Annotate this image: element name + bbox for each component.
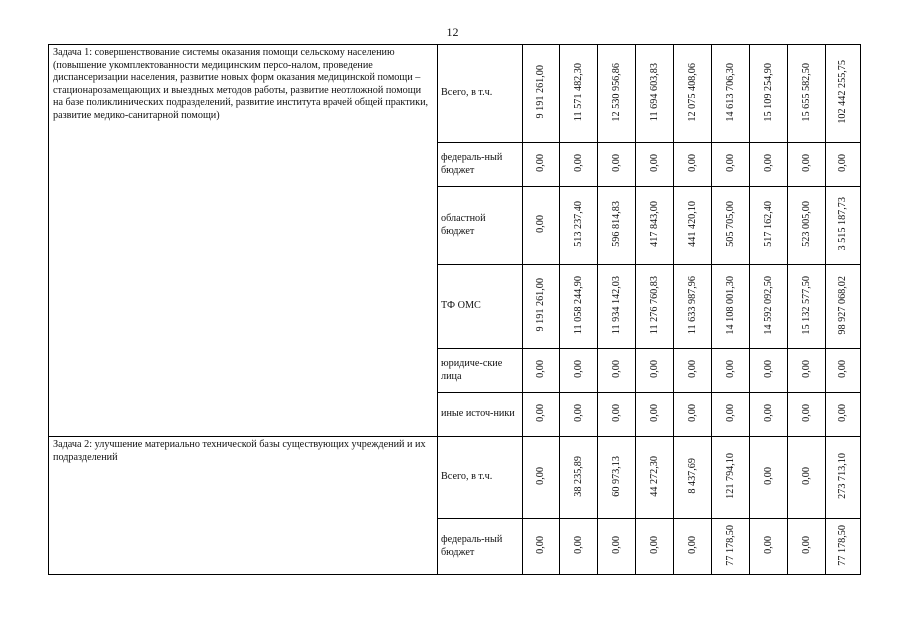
value-text: 0,00 bbox=[535, 360, 546, 378]
value-cell bbox=[826, 45, 861, 143]
table-row bbox=[49, 45, 861, 143]
value-text: 0,00 bbox=[572, 404, 584, 422]
value-cell bbox=[674, 519, 712, 575]
value-cell bbox=[674, 393, 712, 437]
value-cell bbox=[826, 265, 861, 349]
value-cell bbox=[750, 519, 788, 575]
value-cell bbox=[560, 187, 598, 265]
value-text: 596 814,83 bbox=[610, 201, 622, 247]
value-text: 0,00 bbox=[535, 404, 546, 422]
value-text: 77 178,50 bbox=[837, 524, 848, 566]
value-text: 0,00 bbox=[648, 154, 660, 172]
value-text: 0,00 bbox=[610, 404, 622, 422]
value-cell bbox=[674, 437, 712, 519]
funding-source: ТФ ОМС bbox=[438, 265, 523, 349]
value-text: 11 633 987,96 bbox=[686, 275, 698, 335]
value-text: 12 530 956,86 bbox=[610, 62, 622, 122]
value-cell bbox=[598, 349, 636, 393]
value-cell bbox=[560, 45, 598, 143]
value-cell bbox=[826, 519, 861, 575]
value-cell bbox=[598, 265, 636, 349]
value-cell bbox=[636, 45, 674, 143]
value-cell bbox=[523, 265, 560, 349]
funding-source: федераль-ный бюджет bbox=[438, 519, 523, 575]
value-text: 98 927 068,02 bbox=[837, 275, 848, 335]
value-cell bbox=[788, 265, 826, 349]
value-text: 0,00 bbox=[686, 536, 698, 554]
value-text: 0,00 bbox=[648, 536, 660, 554]
value-text: 15 655 582,50 bbox=[800, 62, 812, 122]
value-cell bbox=[523, 187, 560, 265]
value-text: 0,00 bbox=[686, 360, 698, 378]
value-text: 0,00 bbox=[762, 467, 774, 485]
value-text: 0,00 bbox=[686, 154, 698, 172]
value-cell bbox=[598, 437, 636, 519]
value-text: 9 191 261,00 bbox=[535, 278, 546, 332]
value-cell bbox=[788, 349, 826, 393]
value-text: 0,00 bbox=[837, 360, 848, 378]
value-text: 60 973,13 bbox=[610, 455, 622, 497]
value-text: 0,00 bbox=[762, 154, 774, 172]
value-cell bbox=[598, 143, 636, 187]
value-text: 102 442 255,75 bbox=[837, 60, 848, 124]
value-cell bbox=[560, 519, 598, 575]
funding-source: областной бюджет bbox=[438, 187, 523, 265]
value-text: 0,00 bbox=[535, 154, 546, 172]
value-cell bbox=[712, 393, 750, 437]
value-text: 0,00 bbox=[762, 404, 774, 422]
value-text: 77 178,50 bbox=[724, 524, 736, 566]
value-cell bbox=[750, 187, 788, 265]
funding-source: иные источ-ники bbox=[438, 393, 523, 437]
value-text: 14 613 706,30 bbox=[724, 62, 736, 122]
value-cell bbox=[712, 437, 750, 519]
value-text: 0,00 bbox=[762, 360, 774, 378]
value-text: 0,00 bbox=[800, 154, 812, 172]
value-cell bbox=[560, 393, 598, 437]
budget-table bbox=[48, 44, 861, 575]
value-cell bbox=[598, 45, 636, 143]
funding-source: Всего, в т.ч. bbox=[438, 45, 523, 143]
value-cell bbox=[674, 265, 712, 349]
value-cell bbox=[598, 519, 636, 575]
value-text: 0,00 bbox=[800, 467, 812, 485]
value-text: 0,00 bbox=[648, 360, 660, 378]
value-cell bbox=[712, 45, 750, 143]
value-text: 0,00 bbox=[837, 404, 848, 422]
value-cell bbox=[788, 437, 826, 519]
value-cell bbox=[636, 519, 674, 575]
value-cell bbox=[788, 45, 826, 143]
value-cell bbox=[750, 143, 788, 187]
funding-source: Всего, в т.ч. bbox=[438, 437, 523, 519]
value-cell bbox=[750, 45, 788, 143]
value-text: 0,00 bbox=[535, 536, 546, 554]
value-text: 0,00 bbox=[762, 536, 774, 554]
value-cell bbox=[560, 265, 598, 349]
funding-source: федераль-ный бюджет bbox=[438, 143, 523, 187]
value-text: 14 108 001,30 bbox=[724, 275, 736, 335]
task-2-description: Задача 2: улучшение материально технической базы существующих учреждений и их подразделений bbox=[49, 437, 438, 575]
value-cell bbox=[826, 437, 861, 519]
value-text: 44 272,30 bbox=[648, 455, 660, 497]
value-text: 0,00 bbox=[648, 404, 660, 422]
value-text: 0,00 bbox=[535, 215, 546, 233]
value-text: 0,00 bbox=[572, 536, 584, 554]
value-text: 505 705,00 bbox=[724, 201, 736, 247]
table-row bbox=[49, 437, 861, 519]
value-cell bbox=[788, 143, 826, 187]
value-cell bbox=[826, 349, 861, 393]
value-text: 0,00 bbox=[572, 154, 584, 172]
value-cell bbox=[523, 519, 560, 575]
value-text: 517 162,40 bbox=[762, 201, 774, 247]
value-cell bbox=[523, 393, 560, 437]
value-text: 12 075 408,06 bbox=[686, 62, 698, 122]
value-text: 8 437,69 bbox=[686, 458, 698, 494]
task-1-description: Задача 1: совершенствование системы оказания помощи сельскому населению (повышение укомплектованности медицинским персо-налом, проведение диспансеризации населения, развитие новых форм оказания медицинской помощи – стационарозамещающих и выездных методов работы, развитие неотложной помощи на базе поликлинических подразделений, развитие института врачей общей практики, развитие медико-санитарной помощи) bbox=[49, 45, 438, 437]
value-cell bbox=[788, 393, 826, 437]
value-text: 0,00 bbox=[535, 467, 546, 485]
value-text: 0,00 bbox=[724, 360, 736, 378]
value-text: 523 005,00 bbox=[800, 201, 812, 247]
value-cell bbox=[788, 187, 826, 265]
value-text: 0,00 bbox=[724, 404, 736, 422]
value-text: 38 235,89 bbox=[572, 455, 584, 497]
value-cell bbox=[560, 349, 598, 393]
page-number: 12 bbox=[446, 25, 459, 39]
value-cell bbox=[636, 393, 674, 437]
value-text: 15 109 254,90 bbox=[762, 62, 774, 122]
funding-source: юридиче-ские лица bbox=[438, 349, 523, 393]
value-cell bbox=[636, 265, 674, 349]
value-cell bbox=[788, 519, 826, 575]
value-text: 11 058 244,90 bbox=[572, 275, 584, 335]
value-cell bbox=[598, 187, 636, 265]
value-cell bbox=[750, 349, 788, 393]
value-cell bbox=[826, 187, 861, 265]
value-cell bbox=[523, 437, 560, 519]
value-text: 0,00 bbox=[800, 360, 812, 378]
value-text: 3 515 187,73 bbox=[837, 197, 848, 251]
value-text: 0,00 bbox=[610, 536, 622, 554]
value-cell bbox=[523, 349, 560, 393]
value-text: 11 571 482,30 bbox=[572, 62, 584, 122]
value-text: 0,00 bbox=[724, 154, 736, 172]
value-cell bbox=[674, 45, 712, 143]
value-cell bbox=[826, 393, 861, 437]
value-cell bbox=[674, 349, 712, 393]
value-cell bbox=[712, 187, 750, 265]
value-cell bbox=[712, 143, 750, 187]
value-text: 417 843,00 bbox=[648, 201, 660, 247]
value-cell bbox=[712, 265, 750, 349]
value-text: 15 132 577,50 bbox=[800, 275, 812, 335]
value-text: 121 794,10 bbox=[724, 453, 736, 499]
value-cell bbox=[598, 393, 636, 437]
value-cell bbox=[674, 143, 712, 187]
value-cell bbox=[636, 187, 674, 265]
value-text: 0,00 bbox=[800, 404, 812, 422]
value-text: 0,00 bbox=[800, 536, 812, 554]
value-cell bbox=[750, 393, 788, 437]
value-cell bbox=[750, 437, 788, 519]
value-text: 273 713,10 bbox=[837, 453, 848, 499]
value-cell bbox=[826, 143, 861, 187]
value-cell bbox=[523, 143, 560, 187]
value-text: 0,00 bbox=[572, 360, 584, 378]
value-cell bbox=[636, 143, 674, 187]
value-cell bbox=[674, 187, 712, 265]
value-text: 0,00 bbox=[837, 154, 848, 172]
value-text: 513 237,40 bbox=[572, 201, 584, 247]
value-cell bbox=[523, 45, 560, 143]
value-text: 441 420,10 bbox=[686, 201, 698, 247]
value-cell bbox=[560, 143, 598, 187]
value-text: 14 592 092,50 bbox=[762, 275, 774, 335]
value-cell bbox=[560, 437, 598, 519]
value-text: 0,00 bbox=[686, 404, 698, 422]
value-cell bbox=[636, 437, 674, 519]
value-cell bbox=[636, 349, 674, 393]
value-cell bbox=[750, 265, 788, 349]
value-cell bbox=[712, 349, 750, 393]
value-text: 9 191 261,00 bbox=[535, 65, 546, 119]
value-text: 11 934 142,03 bbox=[610, 275, 622, 335]
value-cell bbox=[712, 519, 750, 575]
value-text: 0,00 bbox=[610, 360, 622, 378]
value-text: 11 276 760,83 bbox=[648, 275, 660, 335]
value-text: 0,00 bbox=[610, 154, 622, 172]
value-text: 11 694 603,83 bbox=[648, 62, 660, 122]
